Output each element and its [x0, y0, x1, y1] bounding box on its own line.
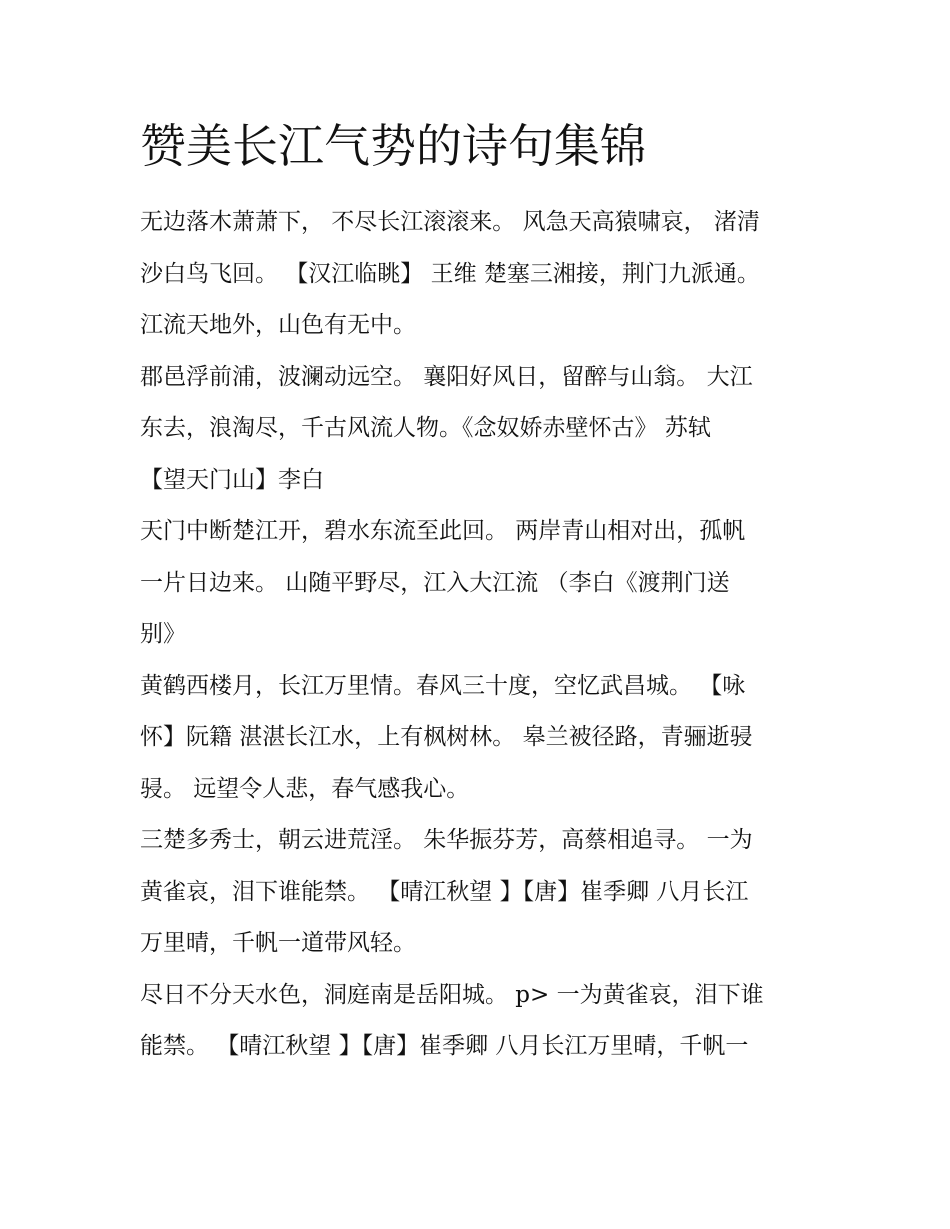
text-line: 骎。 远望令人悲，春气感我心。: [140, 775, 470, 802]
text-line: 能禁。 【晴江秋望 】【唐】崔季卿 八月长江万里晴，千帆一: [140, 1033, 749, 1059]
text-line: 无边落木萧萧下， 不尽长江滚滚来。 风急天高猿啸哀， 渚清: [140, 209, 760, 235]
text-line: 一片日边来。 山随平野尽，江入大江流 （李白《渡荆门送: [140, 569, 730, 596]
document-body: [140, 197, 812, 1073]
text-line: 尽日不分天水色，洞庭南是岳阳城。 p> 一为黄雀哀，泪下谁: [140, 981, 764, 1008]
text-line: 黄雀哀，泪下谁能禁。 【晴江秋望 】【唐】崔季卿 八月长江: [140, 878, 749, 905]
text-line: 江流天地外，山色有无中。: [140, 312, 416, 338]
text-line: 别》: [140, 621, 186, 647]
text-line: 三楚多秀士，朝云进荒淫。 朱华振芬芳，高蔡相追寻。 一为: [140, 827, 753, 853]
text-line: 郡邑浮前浦，波澜动远空。 襄阳好风日，留醉与山翁。 大江: [140, 363, 753, 390]
text-line: 沙白鸟飞回。 【汉江临眺】 王维 楚塞三湘接，荆门九派通。: [140, 260, 760, 287]
text-line: 怀】阮籍 湛湛长江水，上有枫树林。 皋兰被径路，青骊逝骎: [140, 724, 753, 750]
text-line: 黄鹤西楼月，长江万里情。春风三十度，空忆武昌城。 【咏: [140, 672, 746, 699]
page-title: 赞美长江气势的诗句集锦: [140, 119, 646, 173]
text-line: 天门中断楚江开，碧水东流至此回。 两岸青山相对出，孤帆: [140, 518, 746, 544]
text-line: 万里晴，千帆一道带风轻。: [140, 930, 416, 956]
text-line: 东去，浪淘尽，千古风流人物。《念奴娇赤壁怀古》 苏轼: [140, 415, 711, 441]
text-line: 【望天门山】李白: [140, 466, 324, 493]
